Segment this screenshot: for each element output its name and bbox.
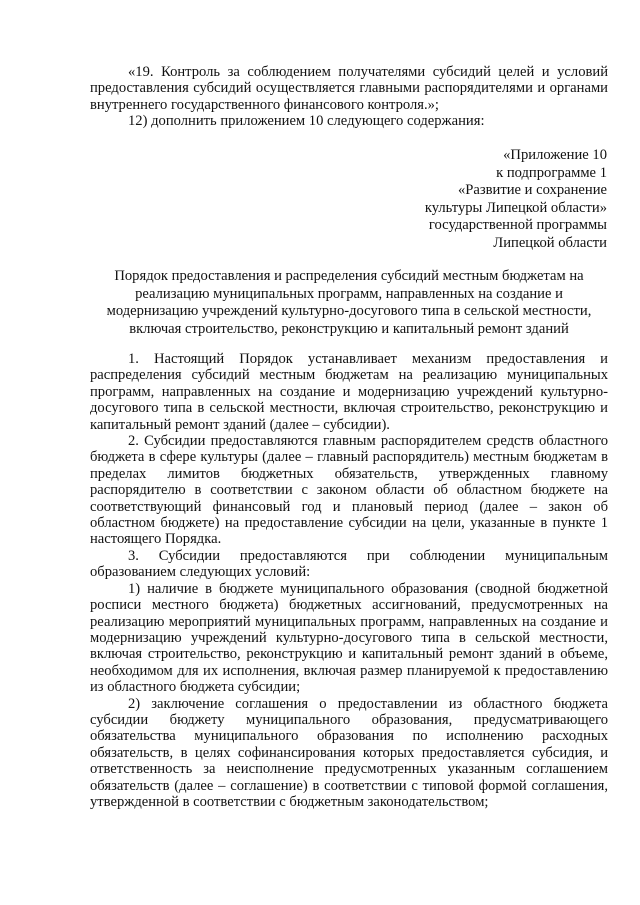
appendix-line: государственной программы [428,217,607,234]
condition-2: 2) заключение соглашения о предоставлении из областного бюджета субсидии бюджету муниципального образования, предусматривающего обязательства муниципального образования по исполнению расходных обязательств, в целях софинансирования которых предоставляется субсидия, и ответственность за неисполнение предусмотренных указанным соглашением обязательств (далее – соглашение) в соответствии с типовой формой соглашения, утвержденной в соответствии с бюджетным законодательством; [90,695,608,810]
condition-1: 1) наличие в бюджете муниципального образования (сводной бюджетной росписи местного бюджета) бюджетных ассигнований, предусмотренных на реализацию мероприятий муниципальных программ, направленных на создание и модернизацию учреждений культурно-досугового типа в сельской местности, включая строительство, реконструкцию и капитальный ремонт зданий в объеме, необходимом для их исполнения, включая размер планируемой к предоставлению из областного бюджета субсидии; [90,580,608,696]
appendix-header [307,147,607,253]
appendix-line: к подпрограмме 1 [496,164,607,181]
intro-paragraph-12: 12) дополнить приложением 10 следующего содержания: [128,113,485,130]
section-2: 2. Субсидии предоставляются главным распорядителем средств областного бюджета в сфере культуры (далее – главный распорядитель) местным бюджетам в пределах лимитов бюджетных обязательств, утвержденных главному распорядителю в соответствии с законом области об областном бюджете на соответствующий финансовый год и плановый период (далее – закон об областном бюджете) на предоставление субсидии на цели, указанные в пункте 1 настоящего Порядка. [90,433,608,548]
section-1: 1. Настоящий Порядок устанавливает механизм предоставления и распределения субсидий местным бюджетам на реализацию муниципальных программ, направленных на создание и модернизацию учреждений культурно-досугового типа в сельской местности, включая строительство, реконструкцию и капитальный ремонт зданий (далее – субсидии). [90,351,608,433]
intro-block [90,64,608,130]
document-title: Порядок предоставления и распределения субсидий местным бюджетам на реализацию муниципальных программ, направленных на создание и модернизацию учреждений культурно-досугового типа в сельской местности, включая строительство, реконструкцию и капитальный ремонт зданий [106,268,592,337]
section-3: 3. Субсидии предоставляются при соблюдении муниципальным образованием следующих условий: [90,547,608,581]
appendix-line: Липецкой области [493,234,607,251]
intro-paragraph-19: «19. Контроль за соблюдением получателями субсидий целей и условий предоставления субсидий осуществляется главными распорядителями и органами внутреннего государственного финансового контроля.»; [90,64,608,113]
appendix-line: «Приложение 10 [503,147,607,163]
appendix-line: «Развитие и сохранение [458,182,607,199]
main-body [90,351,608,810]
appendix-line: культуры Липецкой области» [424,199,607,216]
